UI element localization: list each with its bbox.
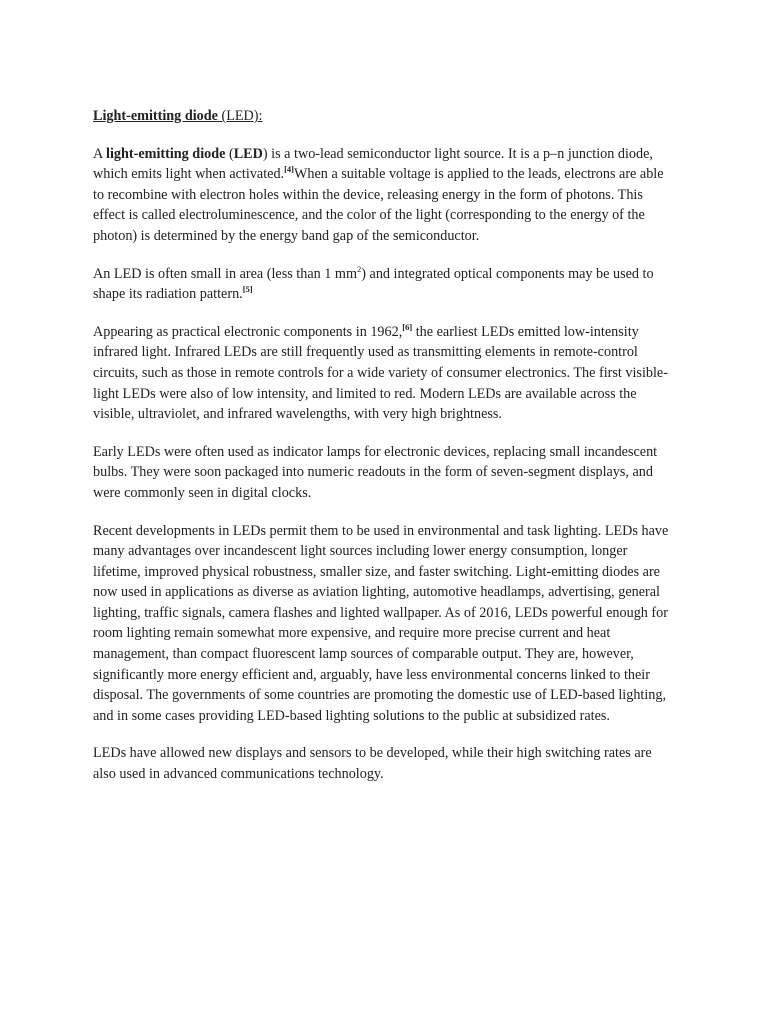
bold-term: light-emitting diode [106, 145, 226, 162]
paragraph-text: ) is a two-lead semiconductor light source. It is a p–n junction diode, which emits light when activated. [93, 145, 653, 183]
paragraph-text: ) and integrated optical components may be used to shape its radiation pattern. [93, 265, 654, 303]
bold-term: LED [233, 145, 263, 162]
paragraph-text: Appearing as practical electronic components in 1962, [93, 323, 403, 340]
citation-superscript: [5] [242, 284, 253, 295]
paragraph-list [93, 144, 675, 785]
paragraph-4 [93, 442, 675, 504]
paragraph-5 [93, 521, 675, 727]
paragraph-text: ( [225, 145, 234, 162]
citation-superscript: [4] [284, 164, 295, 175]
paragraph-1 [93, 144, 675, 247]
paragraph-text: LEDs have allowed new displays and sensors to be developed, while their high switching rates are also used in advanced communications technology. [93, 745, 652, 783]
paragraph-2 [93, 264, 675, 305]
title-paren-text: (LED): [217, 108, 263, 124]
paragraph-text: the earliest LEDs emitted low-intensity infrared light. Infrared LEDs are still frequently used as transmitting elements in remote-control circuits, such as those in remote controls for a wide variety of consumer electronics. The first visible-light LEDs were also of low intensity, and limited to red. Modern LEDs are available across the visible, ultraviolet, and infrared wavelengths, with very high brightness. [93, 323, 668, 423]
unit-superscript: 2 [357, 263, 362, 274]
paragraph-text: Early LEDs were often used as indicator lamps for electronic devices, replacing small incandescent bulbs. They were soon packaged into numeric readouts in the form of seven-segment displays, and were commonly seen in digital clocks. [93, 443, 658, 501]
paragraph-text: Recent developments in LEDs permit them to be used in environmental and task lighting. LEDs have many advantages over incandescent light sources including lower energy consumption, longer lifetime, improved physical robustness, smaller size, and faster switching. Light-emitting diodes are now used in applications as diverse as aviation lighting, automotive headlamps, advertising, general lighting, traffic signals, camera flashes and lighted wallpaper. As of 2016, LEDs powerful enough for room lighting remain somewhat more expensive, and require more precise current and heat management, than compact fluorescent lamp sources of comparable output. They are, however, significantly more energy efficient and, arguably, have less environmental concerns linked to their disposal. The governments of some countries are promoting the domestic use of LED-based lighting, and in some cases providing LED-based lighting solutions to the public at subsidized rates. [93, 522, 669, 724]
paragraph-text: When a suitable voltage is applied to the leads, electrons are able to recombine with electron holes within the device, releasing energy in the form of photons. This effect is called electroluminescence, and the color of the light (corresponding to the energy of the photon) is determined by the energy band gap of the semiconductor. [93, 166, 664, 244]
document-body [93, 106, 675, 802]
document-title [93, 106, 675, 127]
paragraph-text: An LED is often small in area (less than 1 mm [93, 265, 357, 282]
paragraph-3 [93, 322, 675, 425]
citation-superscript: [6] [402, 321, 413, 332]
paragraph-text: A [93, 145, 107, 162]
paragraph-6 [93, 743, 675, 784]
title-main-text: Light-emitting diode [93, 108, 218, 124]
